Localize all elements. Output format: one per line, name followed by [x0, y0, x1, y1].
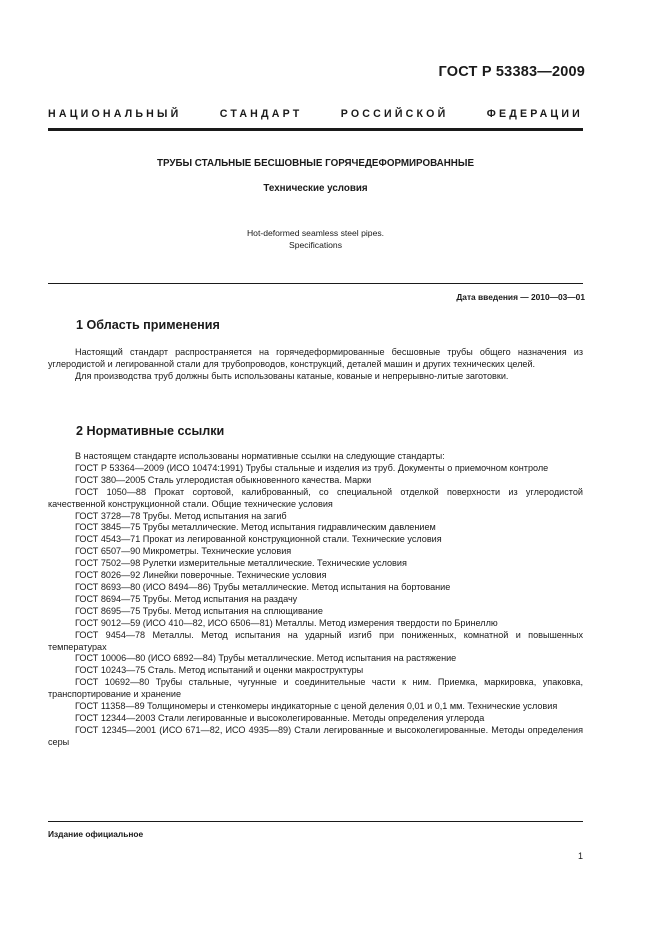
official-edition-label: Издание официальное: [48, 829, 144, 839]
reference-item: ГОСТ 1050—88 Прокат сортовой, калиброванный, со специальной отделкой поверхности из углеродистой качественной конструкционной стали. Общие технические условия: [48, 486, 583, 509]
reference-item: ГОСТ 3728—78 Трубы. Метод испытания на загиб: [75, 510, 287, 521]
banner-word-1: НАЦИОНАЛЬНЫЙ: [48, 108, 182, 120]
normative-references-list: [48, 451, 583, 749]
section-2-heading: 2 Нормативные ссылки: [76, 424, 225, 438]
reference-item: ГОСТ 9012—59 (ИСО 410—82, ИСО 6506—81) Металлы. Метод измерения твердости по Бринеллю: [75, 617, 498, 628]
section-1-paragraph-1: Настоящий стандарт распространяется на горячедеформированные бесшовные трубы общего назначения из углеродистой и легированной стали для трубопроводов, конструкций, деталей машин и других технических целей.: [48, 347, 583, 369]
reference-item: ГОСТ 8693—80 (ИСО 8494—86) Трубы металлические. Метод испытания на бортование: [75, 581, 451, 592]
reference-item: ГОСТ Р 53364—2009 (ИСО 10474:1991) Трубы стальные и изделия из труб. Документы о приемочном контроле: [75, 462, 549, 473]
english-title: Hot-deformed seamless steel pipes.: [246, 228, 385, 238]
references-intro: В настоящем стандарте использованы нормативные ссылки на следующие стандарты:: [75, 451, 445, 461]
footer-divider: [48, 821, 583, 822]
reference-item: ГОСТ 3845—75 Трубы металлические. Метод испытания гидравлическим давлением: [75, 522, 436, 533]
section-1-body: [48, 347, 583, 383]
reference-item: ГОСТ 8695—75 Трубы. Метод испытания на сплющивание: [75, 605, 323, 616]
banner-word-3: РОССИЙСКОЙ: [340, 108, 449, 120]
reference-item: ГОСТ 10243—75 Сталь. Метод испытаний и оценки макроструктуры: [75, 665, 364, 676]
reference-item: ГОСТ 380—2005 Сталь углеродистая обыкновенного качества. Марки: [75, 474, 372, 485]
section-1-heading: 1 Область применения: [76, 318, 220, 332]
header-divider: [48, 128, 583, 131]
page-number: 1: [577, 851, 583, 861]
reference-item: ГОСТ 7502—98 Рулетки измерительные металлические. Технические условия: [75, 558, 407, 569]
section-1-paragraph-2: Для производства труб должны быть использованы катаные, кованые и непрерывно-литые заготовки.: [75, 370, 509, 381]
standard-banner: [48, 108, 583, 120]
introduction-date: Дата введения — 2010—03—01: [456, 292, 585, 302]
reference-item: ГОСТ 12344—2003 Стали легированные и высоколегированные. Методы определения углерода: [75, 712, 485, 723]
reference-item: ГОСТ 12345—2001 (ИСО 671—82, ИСО 4935—89) Стали легированные и высоколегированные. Методы определения серы: [48, 724, 583, 747]
reference-item: ГОСТ 10006—80 (ИСО 6892—84) Трубы металлические. Метод испытания на растяжение: [75, 653, 457, 664]
title-divider: [48, 283, 583, 284]
document-subtitle: Технические условия: [263, 183, 368, 194]
english-subtitle: Specifications: [288, 240, 343, 250]
reference-item: ГОСТ 8694—75 Трубы. Метод испытания на раздачу: [75, 593, 298, 604]
reference-item: ГОСТ 10692—80 Трубы стальные, чугунные и соединительные части к ним. Приемка, маркировка, упаковка, транспортирование и хранение: [48, 677, 583, 700]
reference-item: ГОСТ 6507—90 Микрометры. Технические условия: [75, 546, 292, 557]
document-title: ТРУБЫ СТАЛЬНЫЕ БЕСШОВНЫЕ ГОРЯЧЕДЕФОРМИРОВАННЫЕ: [156, 158, 475, 169]
reference-item: ГОСТ 11358—89 Толщиномеры и стенкомеры индикаторные с ценой деления 0,01 и 0,1 мм. Технические условия: [75, 701, 558, 712]
reference-item: ГОСТ 8026—92 Линейки поверочные. Технические условия: [75, 570, 327, 581]
banner-word-2: СТАНДАРТ: [219, 108, 303, 120]
banner-word-4: ФЕДЕРАЦИИ: [486, 108, 583, 120]
standard-number: ГОСТ Р 53383—2009: [438, 64, 585, 80]
reference-item: ГОСТ 4543—71 Прокат из легированной конструкционной стали. Технические условия: [75, 534, 442, 545]
reference-item: ГОСТ 9454—78 Металлы. Метод испытания на ударный изгиб при пониженных, комнатной и повышенных температурах: [48, 629, 583, 652]
